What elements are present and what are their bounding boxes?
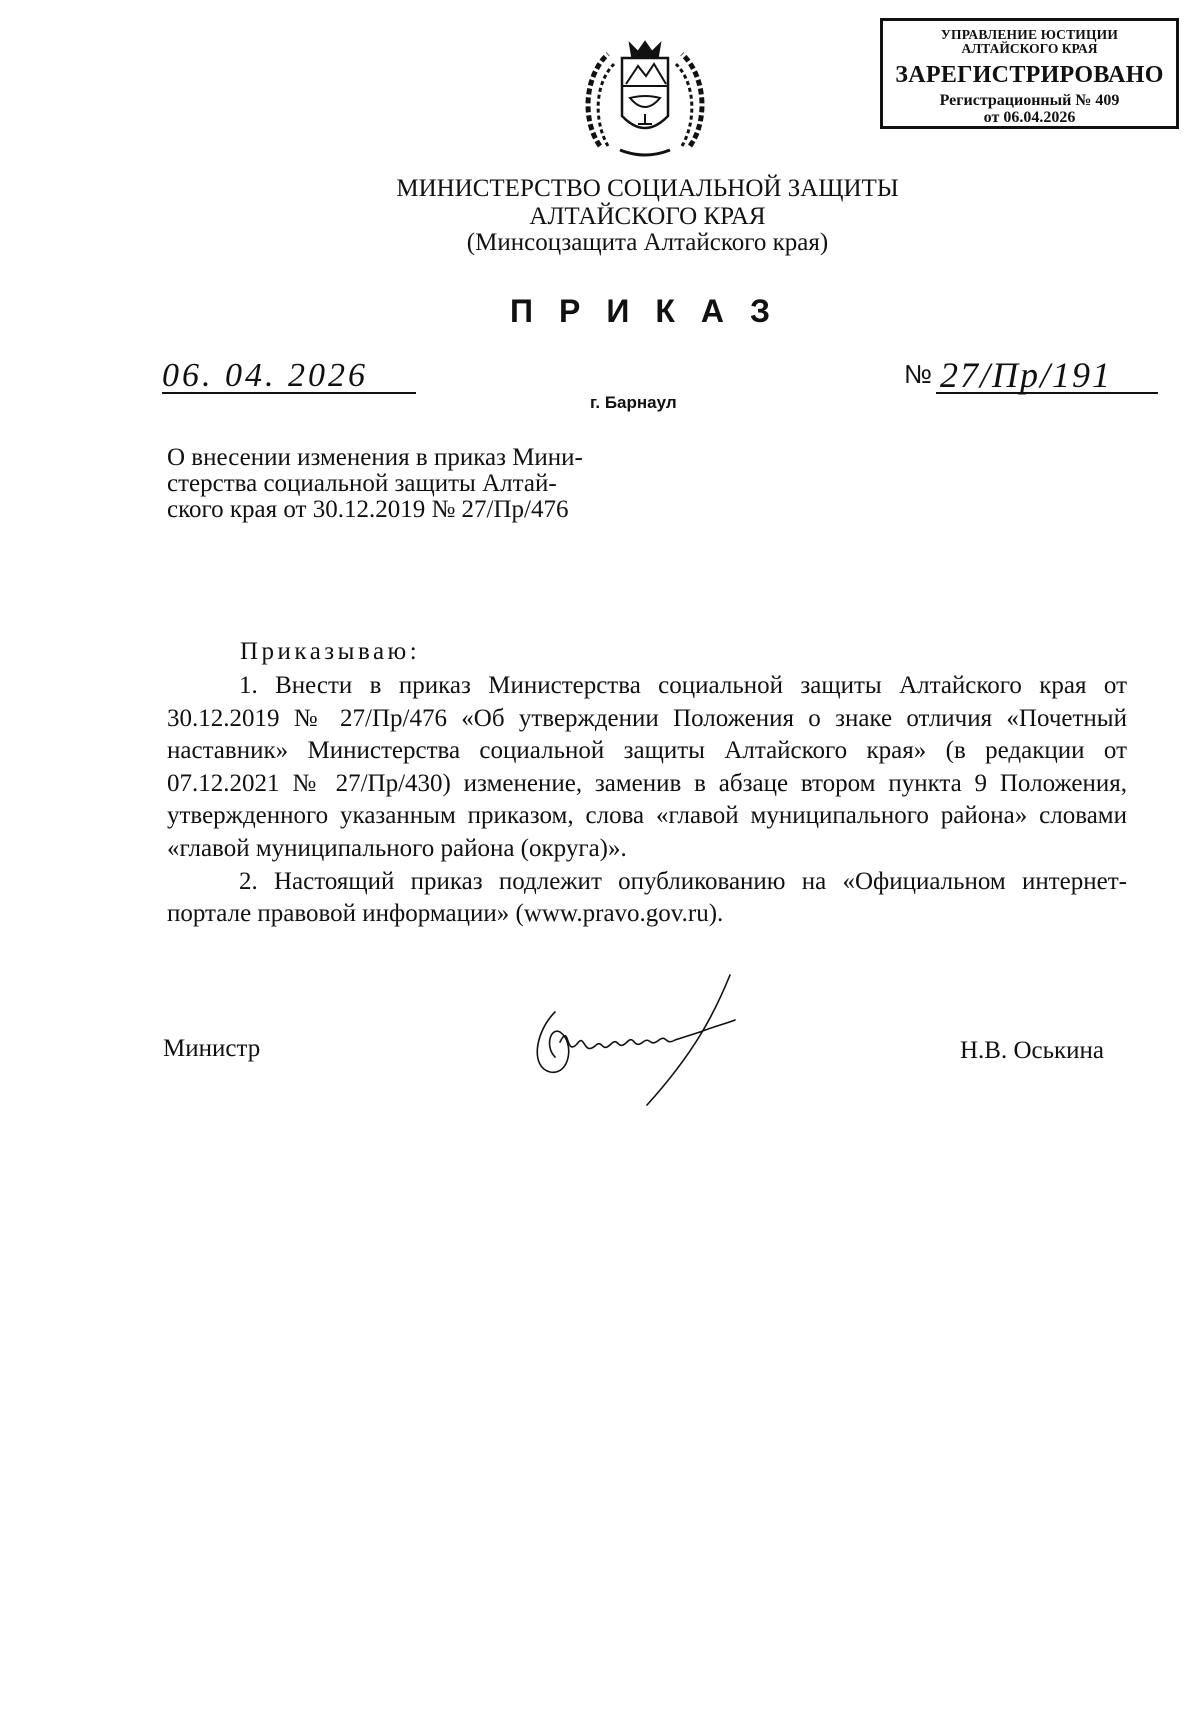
- handwritten-signature: [515, 972, 785, 1112]
- signatory-name: Н.В. Оськина: [960, 1037, 1105, 1064]
- stamp-status: ЗАРЕГИСТРИРОВАНО: [895, 62, 1164, 88]
- order-paragraph-2: 2. Настоящий приказ подлежит опубликованию на «Официальном интернет-портале правовой информации» (www.pravo.gov.ru).: [167, 867, 1127, 928]
- city: г. Барнаул: [590, 393, 677, 412]
- number-underline: [936, 392, 1158, 394]
- document-type: ПРИКАЗ: [510, 293, 797, 329]
- subject-line: О внесении изменения в приказ Мини-: [167, 444, 583, 471]
- signatory-title: Министр: [163, 1035, 261, 1062]
- order-intro: Приказываю:: [240, 638, 421, 665]
- number-label: №: [904, 359, 932, 389]
- coat-of-arms-icon: [580, 36, 710, 163]
- document-subject: [167, 445, 653, 523]
- document-number: 27/Пр/191: [940, 355, 1113, 395]
- stamp-reg-number: Регистрационный № 409: [939, 92, 1120, 109]
- document-date: 06. 04. 2026: [162, 357, 368, 394]
- org-name-line1: МИНИСТЕРСТВО СОЦИАЛЬНОЙ ЗАЩИТЫ: [396, 175, 899, 202]
- org-short-name: (Минсоцзащита Алтайского края): [466, 229, 829, 256]
- stamp-line2: АЛТАЙСКОГО КРАЯ: [961, 40, 1098, 56]
- order-paragraph-1: 1. Внести в приказ Министерства социальной защиты Алтайского края от 30.12.2019 № 27/Пр/476 «Об утверждении Положения о знаке отличия «Почетный наставник» Министерства социальной защиты Алтайского края» (в редакции от 07.12.2021 № 27/Пр/430) изменение, заменив в абзаце втором пункта 9 Положения, утвержденного указанным приказом, слова «главой муниципального района» словами «главой муниципального района (округа)».: [167, 672, 1127, 862]
- registration-stamp: [880, 18, 1179, 129]
- order-body: [167, 670, 1127, 931]
- subject-line: стерства социальной защиты Алтай-: [167, 470, 557, 497]
- org-name-line2: АЛТАЙСКОГО КРАЯ: [529, 203, 766, 230]
- stamp-reg-date: от 06.04.2026: [983, 109, 1076, 126]
- stamp-line1: УПРАВЛЕНИЕ ЮСТИЦИИ: [940, 27, 1119, 42]
- date-underline: [162, 392, 416, 394]
- subject-line: ского края от 30.12.2019 № 27/Пр/476: [167, 496, 569, 523]
